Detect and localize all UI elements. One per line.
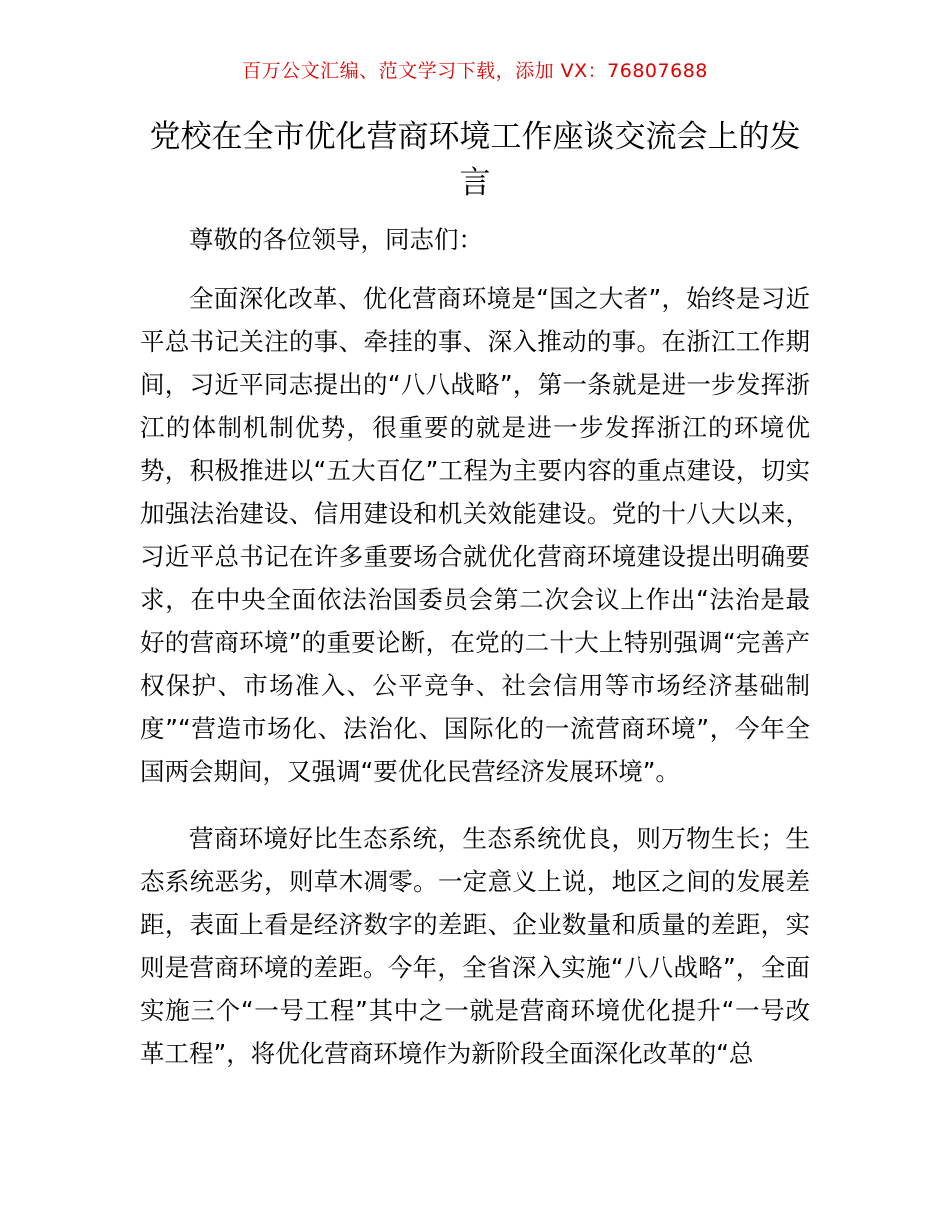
watermark-text: 百万公文汇编、范文学习下载，添加 VX：76807688 (242, 60, 708, 82)
salutation: 尊敬的各位领导，同志们： (189, 225, 483, 254)
document-title: 党校在全市优化营商环境工作座谈交流会上的发言 (149, 119, 801, 201)
body-paragraph: 全面深化改革、优化营商环境是“国之大者”，始终是习近平总书记关注的事、牵挂的事、深入推动的事。在浙江工作期间，习近平同志提出的“八八战略”，第一条就是进一步发挥浙江的体制机制优势，很重要的就是进一步发挥浙江的环境优势，积极推进以“五大百亿”工程为主要内容的重点建设，切实加强法治建设、信用建设和机关效能建设。党的十八大以来，习近平总书记在许多重要场合就优化营商环境建设提出明确要求，在中央全面依法治国委员会第二次会议上作出“法治是最好的营商环境”的重要论断，在党的二十大上特别强调“完善产权保护、市场准入、公平竞争、社会信用等市场经济基础制度”“营造市场化、法治化、国际化的一流营商环境”，今年全国两会期间，又强调“要优化民营经济发展环境”。 (140, 284, 810, 786)
body-paragraph: 营商环境好比生态系统，生态系统优良，则万物生长；生态系统恶劣，则草木凋零。一定意义上说，地区之间的发展差距，表面上看是经济数字的差距、企业数量和质量的差距，实则是营商环境的差距。今年，全省深入实施“八八战略”，全面实施三个“一号工程”其中之一就是营商环境优化提升“一号改革工程”，将优化营商环境作为新阶段全面深化改革的“总 (140, 824, 810, 1068)
document-body (140, 218, 810, 1075)
